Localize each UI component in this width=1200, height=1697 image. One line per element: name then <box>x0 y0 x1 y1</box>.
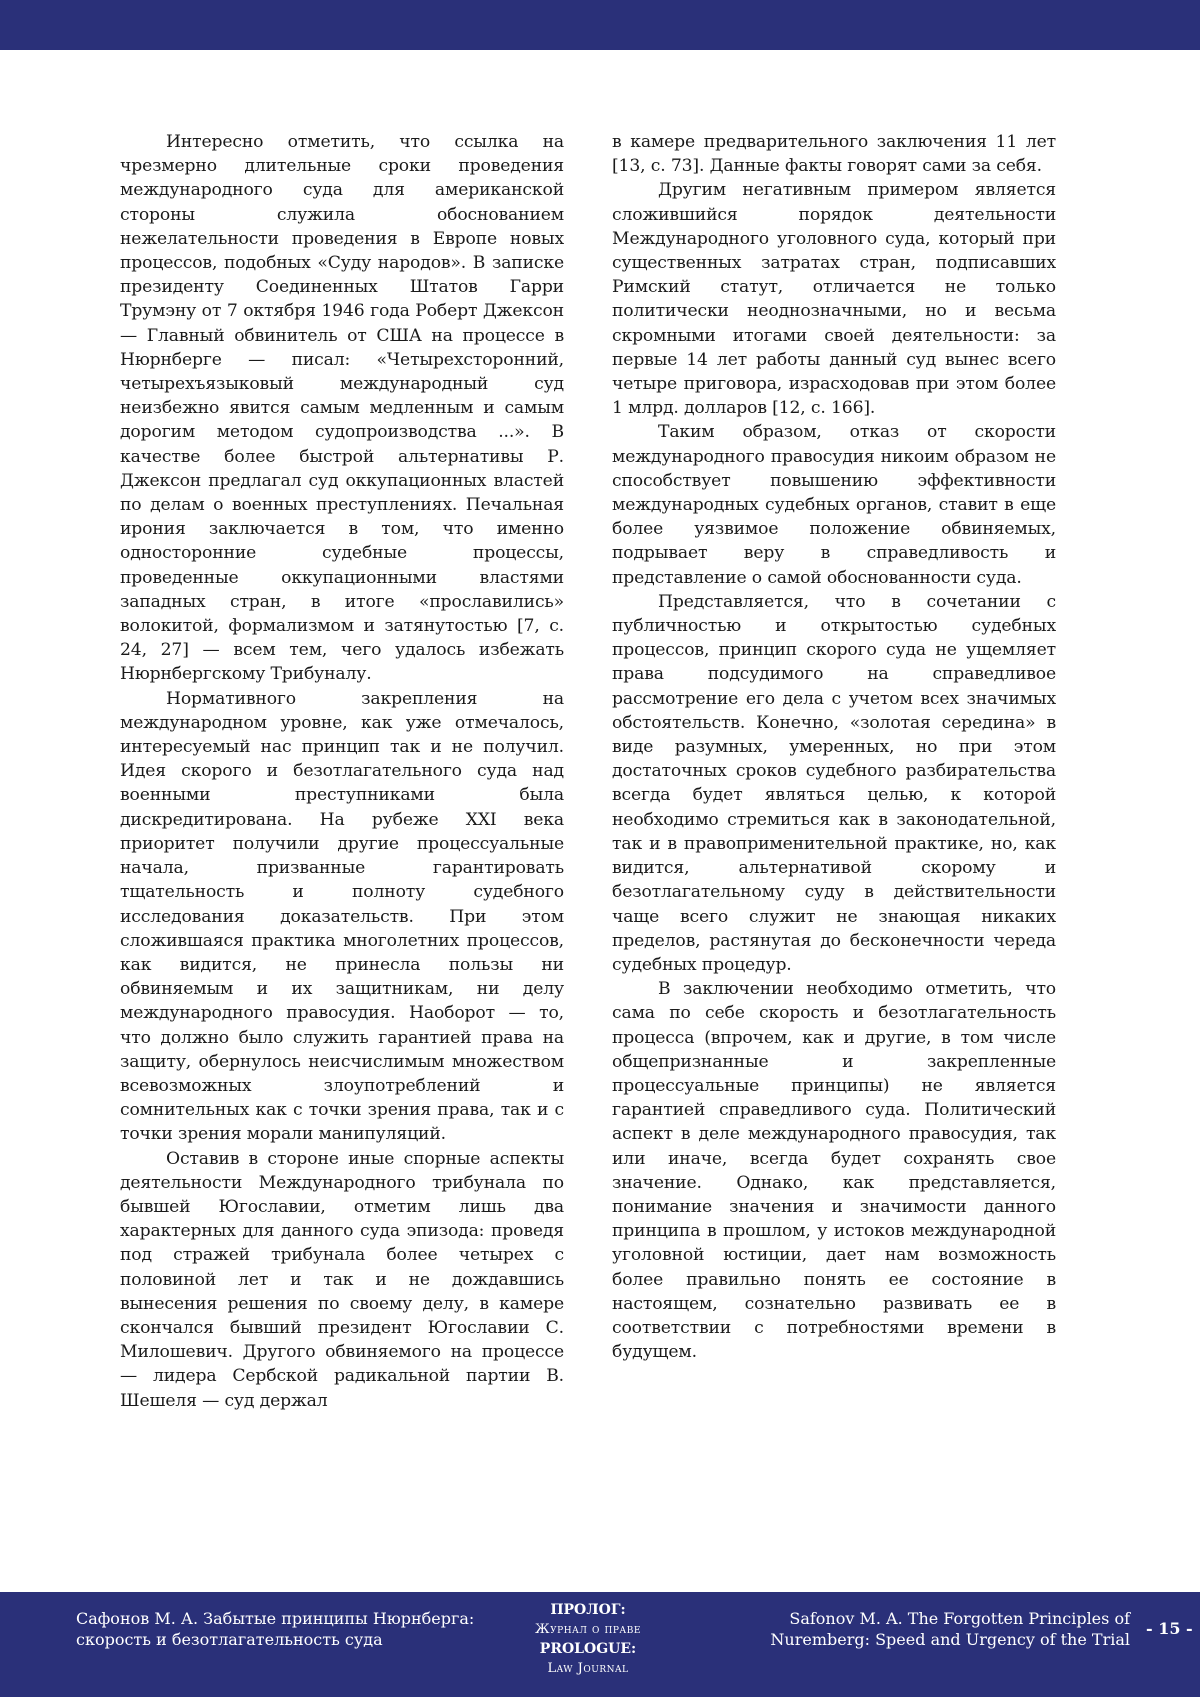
footer <box>0 1592 1200 1697</box>
paragraph: Оставив в стороне иные спорные аспекты деятельности Международного трибунала по бывшей Югославии, отметим лишь два характерных для данного суда эпизода: проведя под стражей трибунала более четырех с половиной лет и так и не дождавшись вынесения решения по своему делу, в камере скончался бывший президент Югославии С. Милошевич. Другого обвиняемого на процессе — лидера Сербской радикальной партии В. Шешеля — суд держал <box>120 1148 564 1411</box>
footer-citation-ru <box>76 1608 476 1650</box>
paragraph: Представляется, что в сочетании с публичностью и открытостью судебных процессов, принцип скорого суда не ущемляет права подсудимого на справедливое рассмотрение его дела с учетом всех значимых обстоятельств. Конечно, «золотая середина» в виде разумных, умеренных, но при этом достаточных сроков судебного разбирательства всегда будет являться целью, к которой необходимо стремиться как в законодательной, так и в правоприменительной практике, но, как видится, альтернативой скорому и безотлагательному суду в действительности чаще всего служит не знающая никаких пределов, растянутая до бесконечности череда судебных процедур. <box>612 591 1056 975</box>
paragraph-continuation: в камере предварительного заключения 11 лет [13, с. 73]. Данные факты говорят сами за себя. <box>612 132 1056 177</box>
footer-journal <box>488 1600 688 1678</box>
footer-citation-ru-line1: Сафонов М. А. Забытые принципы Нюрнберга: <box>76 1609 475 1628</box>
paragraph: Интересно отметить, что ссылка на чрезмерно длительные сроки проведения международного суда для американской стороны служила обоснованием нежелательности проведения в Европе новых процессов, подобных «Суду народов». В записке президенту Соединенных Штатов Гарри Трумэну от 7 октября 1946 года Роберт Джексон — Главный обвинитель от США на процессе в Нюрнберге — писал: «Четырехсторонний, четырехъязыковый международный суд неизбежно явится самым медленным и самым дорогим методом судопроизводства ...». В качестве более быстрой альтернативы Р. Джексон предлагал суд оккупационных властей по делам о военных преступлениях. Печальная ирония заключается в том, что именно односторонние судебные процессы, проведенные оккупационными властями западных стран, в итоге «прославились» волокитой, формализмом и затянутостью [7, с. 24, 27] — всем тем, чего удалось избежать Нюрнбергскому Трибуналу. <box>120 132 564 685</box>
page-number: - 15 - <box>1146 1619 1193 1638</box>
paragraph: Другим негативным примером является сложившийся порядок деятельности Международного уголовного суда, который при существенных затратах стран, подписавших Римский статут, отличается не только политически неоднозначными, но и весьма скромными итогами своей деятельности: за первые 14 лет работы данный суд вынес всего четыре приговора, израсходовав при этом более 1 млрд. долларов [12, с. 166]. <box>612 180 1056 419</box>
footer-citation-en-text <box>760 1608 1130 1650</box>
footer-citation-en-line1: Safonov M. A. The Forgotten Principles of <box>789 1609 1130 1628</box>
right-column <box>612 130 1056 1413</box>
journal-title-en: PROLOGUE: <box>539 1641 637 1657</box>
paragraph: Таким образом, отказ от скорости международного правосудия никоим образом не способствует повышению эффективности международных судебных органов, ставит в еще более уязвимое положение обвиняемых, подрывает веру в справедливость и представление о самой обоснованности суда. <box>612 422 1056 588</box>
journal-subtitle-en: Law Journal <box>547 1661 629 1676</box>
left-column <box>120 130 564 1413</box>
footer-citation-ru-line2: скорость и безотлагательность суда <box>76 1630 383 1649</box>
paragraph: В заключении необходимо отметить, что сама по себе скорость и безотлагательность процесса (впрочем, как и другие, в том числе общепризнанные и закрепленные процессуальные принципы) не является гарантией справедливого суда. Политический аспект в деле международного правосудия, так или иначе, всегда будет сохранять свое значение. Однако, как представляется, понимание значения и значимости данного принципа в прошлом, у истоков международной уголовной юстиции, дает нам возможность более правильно понять ее состояние в настоящем, сознательно развивать ее в соответствии с потребностями времени в будущем. <box>612 979 1056 1363</box>
paragraph: Нормативного закрепления на международном уровне, как уже отмечалось, интересуемый нас принцип так и не получил. Идея скорого и безотлагательного суда над военными преступниками была дискредитирована. На рубеже XXI века приоритет получили другие процессуальные начала, призванные гарантировать тщательность и полноту судебного исследования доказательств. При этом сложившаяся практика многолетних процессов, как видится, не принесла пользы ни обвиняемым и их защитникам, ни делу международного правосудия. Наоборот — то, что должно было служить гарантией права на защиту, обернулось неисчислимым множеством всевозможных злоупотреблений и сомнительных как с точки зрения права, так и с точки зрения морали манипуляций. <box>120 688 564 1145</box>
header-band <box>0 0 1200 50</box>
journal-title-ru: ПРОЛОГ: <box>550 1602 626 1618</box>
journal-subtitle-ru: Журнал о праве <box>535 1622 641 1637</box>
article-body <box>120 130 1056 1413</box>
footer-citation-en <box>760 1608 1130 1650</box>
footer-citation-en-line2: Nuremberg: Speed and Urgency of the Trial <box>770 1630 1130 1649</box>
